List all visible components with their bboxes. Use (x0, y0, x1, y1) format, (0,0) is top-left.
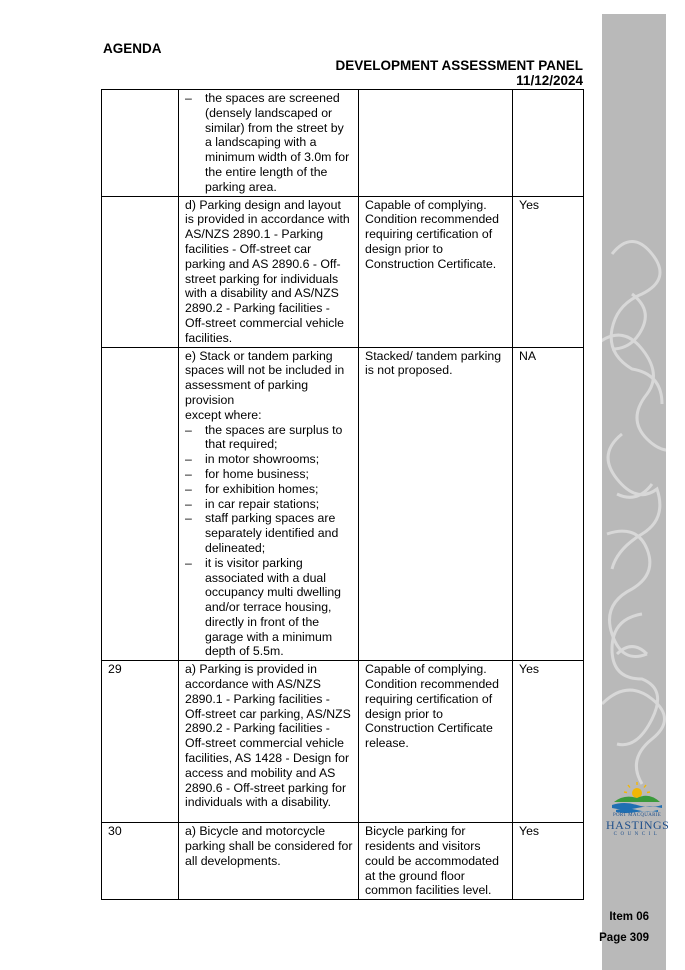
requirement-cell: d) Parking design and layout is provided in accordance with AS/NZS 2890.1 - Parking facilities - Off-street car parking and AS 2890.6 - Off-street parking for individuals with a disability and AS/NZS 2890.2 - Parking facilities - Off-street commercial vehicle facilities. (179, 196, 359, 347)
panel-name: DEVELOPMENT ASSESSMENT PANEL (335, 58, 583, 73)
panel-title (335, 58, 583, 88)
complies-cell: Yes (513, 196, 584, 347)
list-item: – in car repair stations; (185, 497, 353, 512)
table-row (102, 196, 584, 347)
requirement-lead: e) Stack or tandem parking spaces will not be included in assessment of parking provision (185, 348, 345, 407)
list-item: – in motor showrooms; (185, 452, 353, 467)
clause-number-cell (102, 196, 179, 347)
council-logo (606, 780, 670, 850)
assessment-table (101, 89, 584, 900)
table-row (102, 661, 584, 823)
clause-number-cell: 29 (102, 661, 179, 823)
requirement-cell (179, 347, 359, 661)
clause-number-cell: 30 (102, 823, 179, 900)
complies-cell: NA (513, 347, 584, 661)
comment-cell: Stacked/ tandem parking is not proposed. (359, 347, 513, 661)
requirement-lead-2: except where: (185, 407, 262, 422)
agenda-heading: AGENDA (103, 41, 162, 56)
complies-cell: Yes (513, 823, 584, 900)
clause-number-cell (102, 347, 179, 661)
page-number: Page 309 (599, 932, 649, 944)
complies-cell (513, 90, 584, 197)
requirement-list (185, 423, 353, 660)
item-number: Item 06 (609, 911, 649, 923)
table-row (102, 90, 584, 197)
comment-cell: Bicycle parking for residents and visitors could be accommodated at the ground floor common facilities level. (359, 823, 513, 900)
logo-line-1: PORT MACQUARIE (612, 813, 662, 818)
list-item: – it is visitor parking associated with a dual occupancy multi dwelling and/or terrace housing, directly in front of the garage with a minimum depth of 5.5m. (185, 556, 353, 660)
requirement-cell: a) Bicycle and motorcycle parking shall be considered for all developments. (179, 823, 359, 900)
meeting-date: 11/12/2024 (516, 73, 583, 88)
table-row (102, 823, 584, 900)
logo-line-2: HASTINGS (606, 818, 670, 832)
requirement-list (185, 91, 353, 195)
list-item: – staff parking spaces are separately identified and delineated; (185, 511, 353, 555)
comment-cell: Capable of complying. Condition recommended requiring certification of design prior to Construction Certificate. (359, 196, 513, 347)
logo-line-3: COUNCIL (613, 832, 661, 837)
sun-hills-logo-icon (606, 780, 668, 814)
clause-number-cell (102, 90, 179, 197)
comment-cell: Capable of complying. Condition recommended requiring certification of design prior to Construction Certificate release. (359, 661, 513, 823)
requirement-cell: a) Parking is provided in accordance with AS/NZS 2890.1 - Parking facilities - Off-street car parking, AS/NZS 2890.2 - Parking facilities - Off-street commercial vehicle facilities, AS 1428 - Design for access and mobility and AS 2890.6 - Off-street parking for individuals with a disability. (179, 661, 359, 823)
table-row (102, 347, 584, 661)
requirement-cell (179, 90, 359, 197)
list-item: – the spaces are surplus to that required; (185, 423, 353, 453)
list-item: – the spaces are screened (densely landscaped or similar) from the street by a landscaping with a minimum width of 3.0m for the entire length of the parking area. (185, 91, 353, 195)
list-item: – for home business; (185, 467, 353, 482)
list-item: – for exhibition homes; (185, 482, 353, 497)
comment-cell (359, 90, 513, 197)
complies-cell: Yes (513, 661, 584, 823)
